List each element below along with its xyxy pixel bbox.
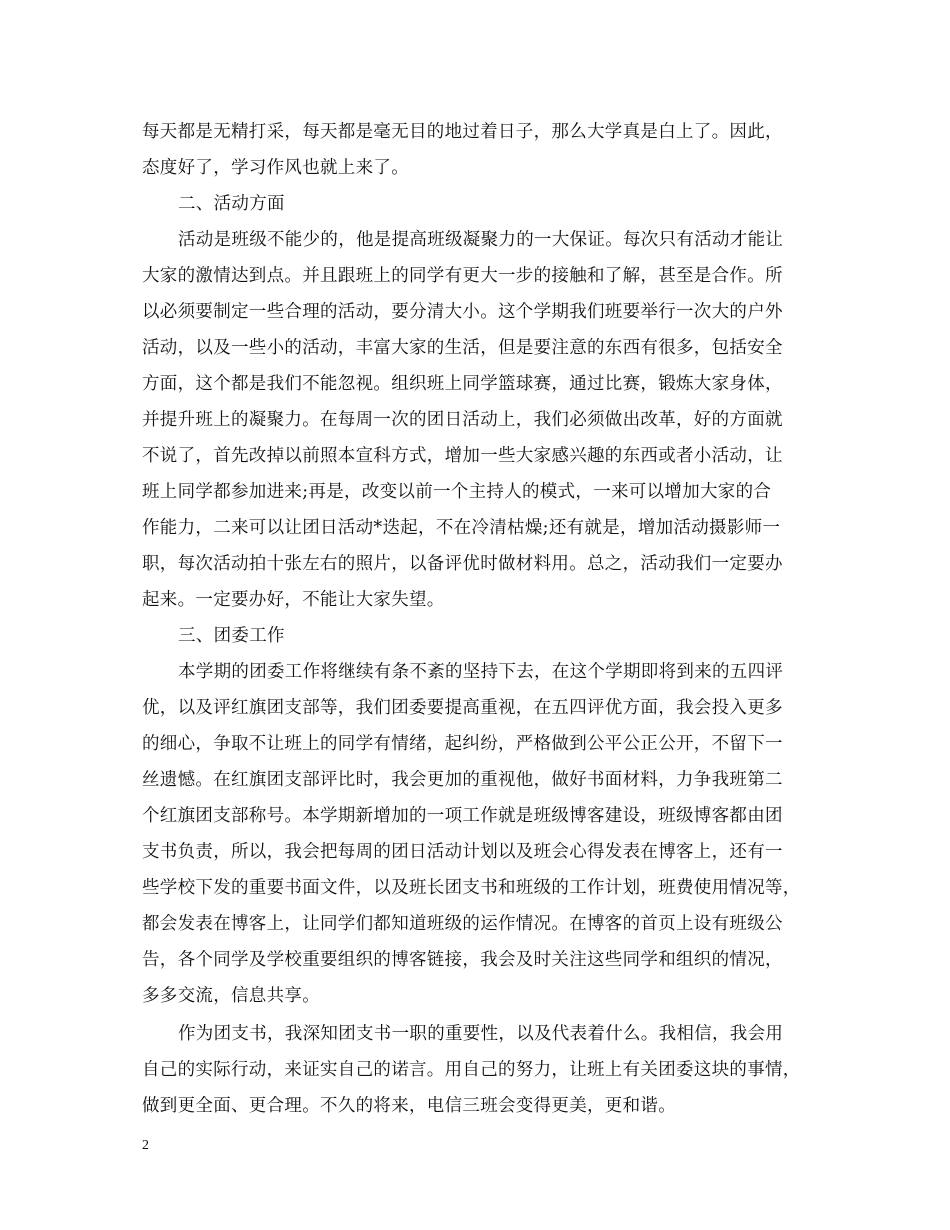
paragraph-line: 以必须要制定一些合理的活动，要分清大小。这个学期我们班要举行一次大的户外 [142, 302, 783, 322]
paragraph-line: 作能力，二来可以让团日活动*迭起，不在冷清枯燥;还有就是，增加活动摄影师一 [142, 518, 781, 538]
paragraph-line: 告，各个同学及学校重要组织的博客链接，我会及时关注这些同学和组织的情况， [142, 950, 783, 970]
paragraph-line: 优，以及评红旗团支部等，我们团委要提高重视，在五四评优方面，我会投入更多 [142, 698, 783, 718]
paragraph-line: 个红旗团支部称号。本学期新增加的一项工作就是班级博客建设，班级博客都由团 [142, 806, 783, 826]
paragraph-line: 些学校下发的重要书面文件，以及班长团支书和班级的工作计划，班费使用情况等， [142, 878, 801, 898]
paragraph-line: 的细心，争取不让班上的同学有情绪，起纠纷，严格做到公平公正公开，不留下一 [142, 734, 783, 754]
section-heading-activities: 二、活动方面 [178, 194, 285, 214]
paragraph-line: 丝遗憾。在红旗团支部评比时，我会更加的重视他，做好书面材料，力争我班第二 [142, 770, 783, 790]
paragraph-line: 起来。一定要办好，不能让大家失望。 [142, 590, 445, 610]
paragraph-line: 不说了，首先改掉以前照本宣科方式，增加一些大家感兴趣的东西或者小活动，让 [142, 446, 783, 466]
paragraph-line: 每天都是无精打采，每天都是毫无目的地过着日子，那么大学真是白上了。因此， [142, 122, 783, 142]
paragraph-line: 方面，这个都是我们不能忽视。组织班上同学篮球赛，通过比赛，锻炼大家身体， [142, 374, 783, 394]
paragraph-line: 并提升班上的凝聚力。在每周一次的团日活动上，我们必须做出改革，好的方面就 [142, 410, 783, 430]
paragraph-line: 支书负责，所以，我会把每周的团日活动计划以及班会心得发表在博客上，还有一 [142, 842, 783, 862]
paragraph-line: 做到更全面、更合理。不久的将来，电信三班会变得更美，更和谐。 [142, 1096, 676, 1116]
page-number: 2 [142, 1138, 149, 1153]
paragraph-line: 活动，以及一些小的活动，丰富大家的生活，但是要注意的东西有很多，包括安全 [142, 338, 783, 358]
paragraph-line: 本学期的团委工作将继续有条不紊的坚持下去，在这个学期即将到来的五四评 [178, 662, 784, 682]
paragraph-line: 大家的激情达到点。并且跟班上的同学有更大一步的接触和了解，甚至是合作。所 [142, 266, 783, 286]
section-heading-league-work: 三、团委工作 [178, 626, 285, 646]
paragraph-line: 态度好了，学习作风也就上来了。 [142, 158, 409, 178]
paragraph-line: 多多交流，信息共享。 [142, 986, 320, 1006]
paragraph-line: 职，每次活动拍十张左右的照片，以备评优时做材料用。总之，活动我们一定要办 [142, 554, 783, 574]
paragraph-line: 都会发表在博客上，让同学们都知道班级的运作情况。在博客的首页上设有班级公 [142, 914, 783, 934]
paragraph-line: 班上同学都参加进来;再是，改变以前一个主持人的模式，一来可以增加大家的合 [142, 482, 772, 502]
paragraph-line: 作为团支书，我深知团支书一职的重要性，以及代表着什么。我相信，我会用 [178, 1024, 784, 1044]
paragraph-line: 活动是班级不能少的，他是提高班级凝聚力的一大保证。每次只有活动才能让 [178, 230, 784, 250]
paragraph-line: 自己的实际行动，来证实自己的诺言。用自己的努力，让班上有关团委这块的事情， [142, 1060, 801, 1080]
